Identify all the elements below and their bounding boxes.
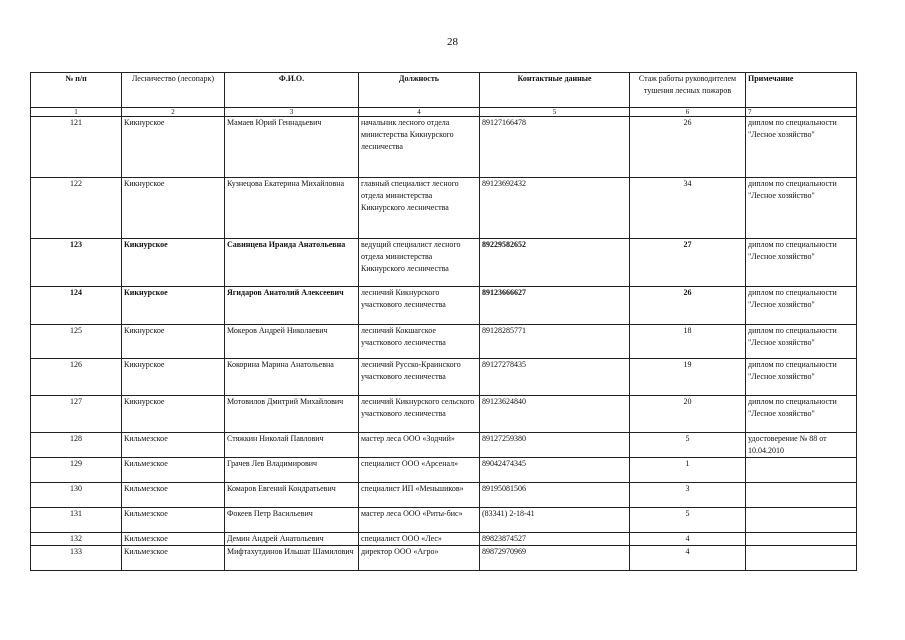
name-cell: Кузнецова Екатерина Михайловна: [225, 178, 359, 239]
column-index: 4: [359, 108, 480, 117]
table-row: [31, 239, 857, 287]
position-cell: мастер леса ООО «Риты-бис»: [359, 508, 480, 533]
table-row: [31, 533, 857, 546]
experience-cell: 26: [630, 117, 746, 178]
position-cell: директор ООО «Агро»: [359, 546, 480, 571]
experience-cell: 4: [630, 546, 746, 571]
contact-cell: 89229582652: [480, 239, 630, 287]
row-number: 121: [31, 117, 122, 178]
note-cell: диплом по специальности "Лесное хозяйство": [746, 359, 857, 396]
position-cell: специалист ООО «Лес»: [359, 533, 480, 546]
row-number: 129: [31, 458, 122, 483]
header-number: № п/п: [31, 73, 122, 108]
table-row: [31, 508, 857, 533]
name-cell: Фокеев Петр Васильевич: [225, 508, 359, 533]
forestry-cell: Кикнурское: [122, 359, 225, 396]
note-cell: диплом по специальности "Лесное хозяйство": [746, 287, 857, 325]
experience-cell: 1: [630, 458, 746, 483]
experience-cell: 18: [630, 325, 746, 359]
forestry-cell: Кикнурское: [122, 287, 225, 325]
position-cell: лесничий Русско-Краинского участкового лесничества: [359, 359, 480, 396]
row-number: 130: [31, 483, 122, 508]
column-index: 6: [630, 108, 746, 117]
note-cell: [746, 533, 857, 546]
experience-cell: 26: [630, 287, 746, 325]
note-cell: [746, 546, 857, 571]
forestry-cell: Кильмезское: [122, 533, 225, 546]
name-cell: Кокорина Марина Анатольевна: [225, 359, 359, 396]
contact-cell: 89127166478: [480, 117, 630, 178]
contact-cell: 89195081506: [480, 483, 630, 508]
note-cell: диплом по специальности "Лесное хозяйство": [746, 325, 857, 359]
position-cell: лесничий Кокшагское участкового лесничества: [359, 325, 480, 359]
row-number: 124: [31, 287, 122, 325]
experience-cell: 20: [630, 396, 746, 433]
position-cell: главный специалист лесного отдела министерства Кикнурского лесничества: [359, 178, 480, 239]
experience-cell: 27: [630, 239, 746, 287]
position-cell: лесничий Кикнурского участкового лесничества: [359, 287, 480, 325]
column-index: 5: [480, 108, 630, 117]
position-cell: начальник лесного отдела министерства Кикнурского лесничества: [359, 117, 480, 178]
column-index: 7: [746, 108, 857, 117]
contact-cell: 89127278435: [480, 359, 630, 396]
contact-cell: 89128285771: [480, 325, 630, 359]
table-row: [31, 433, 857, 458]
row-number: 122: [31, 178, 122, 239]
name-cell: Мотовилов Дмитрий Михайлович: [225, 396, 359, 433]
header-note: Примечание: [746, 73, 857, 108]
contact-cell: (83341) 2-18-41: [480, 508, 630, 533]
row-number: 133: [31, 546, 122, 571]
header-position: Должность: [359, 73, 480, 108]
name-cell: Мифтахутдинов Ильшат Шамилович: [225, 546, 359, 571]
name-cell: Ягидаров Анатолий Алексеевич: [225, 287, 359, 325]
note-cell: диплом по специальности "Лесное хозяйство": [746, 239, 857, 287]
experience-cell: 5: [630, 433, 746, 458]
contact-cell: 89872970969: [480, 546, 630, 571]
personnel-table: [30, 72, 857, 571]
experience-cell: 5: [630, 508, 746, 533]
header-contact: Контактные данные: [480, 73, 630, 108]
note-cell: [746, 483, 857, 508]
note-cell: диплом по специальности "Лесное хозяйство": [746, 396, 857, 433]
forestry-cell: Кильмезское: [122, 433, 225, 458]
contact-cell: 89123624840: [480, 396, 630, 433]
table-row: [31, 325, 857, 359]
contact-cell: 89823874527: [480, 533, 630, 546]
column-index: 2: [122, 108, 225, 117]
name-cell: Демин Андрей Анатольевич: [225, 533, 359, 546]
table-row: [31, 396, 857, 433]
contact-cell: 89127259380: [480, 433, 630, 458]
note-cell: диплом по специальности "Лесное хозяйство": [746, 117, 857, 178]
position-cell: специалист ООО «Арсенал»: [359, 458, 480, 483]
forestry-cell: Кикнурское: [122, 178, 225, 239]
column-index: 1: [31, 108, 122, 117]
table-row: [31, 178, 857, 239]
row-number: 131: [31, 508, 122, 533]
table-row: [31, 546, 857, 571]
forestry-cell: Кильмезское: [122, 458, 225, 483]
table-row: [31, 359, 857, 396]
forestry-cell: Кильмезское: [122, 546, 225, 571]
forestry-cell: Кикнурское: [122, 117, 225, 178]
table-header-row: [31, 73, 857, 108]
header-forestry: Лесничество (лесопарк): [122, 73, 225, 108]
note-cell: [746, 508, 857, 533]
name-cell: Мамаев Юрий Геннадьевич: [225, 117, 359, 178]
experience-cell: 19: [630, 359, 746, 396]
row-number: 127: [31, 396, 122, 433]
name-cell: Комаров Евгений Кондратьевич: [225, 483, 359, 508]
forestry-cell: Кикнурское: [122, 396, 225, 433]
name-cell: Мокеров Андрей Николаевич: [225, 325, 359, 359]
position-cell: мастер леса ООО «Зодчий»: [359, 433, 480, 458]
row-number: 126: [31, 359, 122, 396]
table-row: [31, 483, 857, 508]
header-experience: Стаж работы руководителем тушения лесных пожаров: [630, 73, 746, 108]
contact-cell: 89042474345: [480, 458, 630, 483]
forestry-cell: Кикнурское: [122, 239, 225, 287]
experience-cell: 4: [630, 533, 746, 546]
column-index: 3: [225, 108, 359, 117]
forestry-cell: Кикнурское: [122, 325, 225, 359]
note-cell: удостоверение № 88 от 10.04.2010: [746, 433, 857, 458]
table-row: [31, 117, 857, 178]
table-row: [31, 287, 857, 325]
name-cell: Савинцева Ираида Анатольевна: [225, 239, 359, 287]
note-cell: диплом по специальности "Лесное хозяйство": [746, 178, 857, 239]
name-cell: Стяжкин Николай Павлович: [225, 433, 359, 458]
contact-cell: 89123692432: [480, 178, 630, 239]
row-number: 125: [31, 325, 122, 359]
table-row: [31, 458, 857, 483]
note-cell: [746, 458, 857, 483]
position-cell: лесничий Кикнурского сельского участкового лесничества: [359, 396, 480, 433]
experience-cell: 3: [630, 483, 746, 508]
position-cell: специалист ИП «Меньшиков»: [359, 483, 480, 508]
position-cell: ведущий специалист лесного отдела министерства Кикнурского лесничества: [359, 239, 480, 287]
row-number: 128: [31, 433, 122, 458]
row-number: 132: [31, 533, 122, 546]
forestry-cell: Кильмезское: [122, 508, 225, 533]
row-number: 123: [31, 239, 122, 287]
experience-cell: 34: [630, 178, 746, 239]
forestry-cell: Кильмезское: [122, 483, 225, 508]
page-number: 28: [447, 36, 458, 48]
column-index-row: [31, 108, 857, 117]
header-name: Ф.И.О.: [225, 73, 359, 108]
name-cell: Грачев Лев Владимирович: [225, 458, 359, 483]
contact-cell: 89123666627: [480, 287, 630, 325]
